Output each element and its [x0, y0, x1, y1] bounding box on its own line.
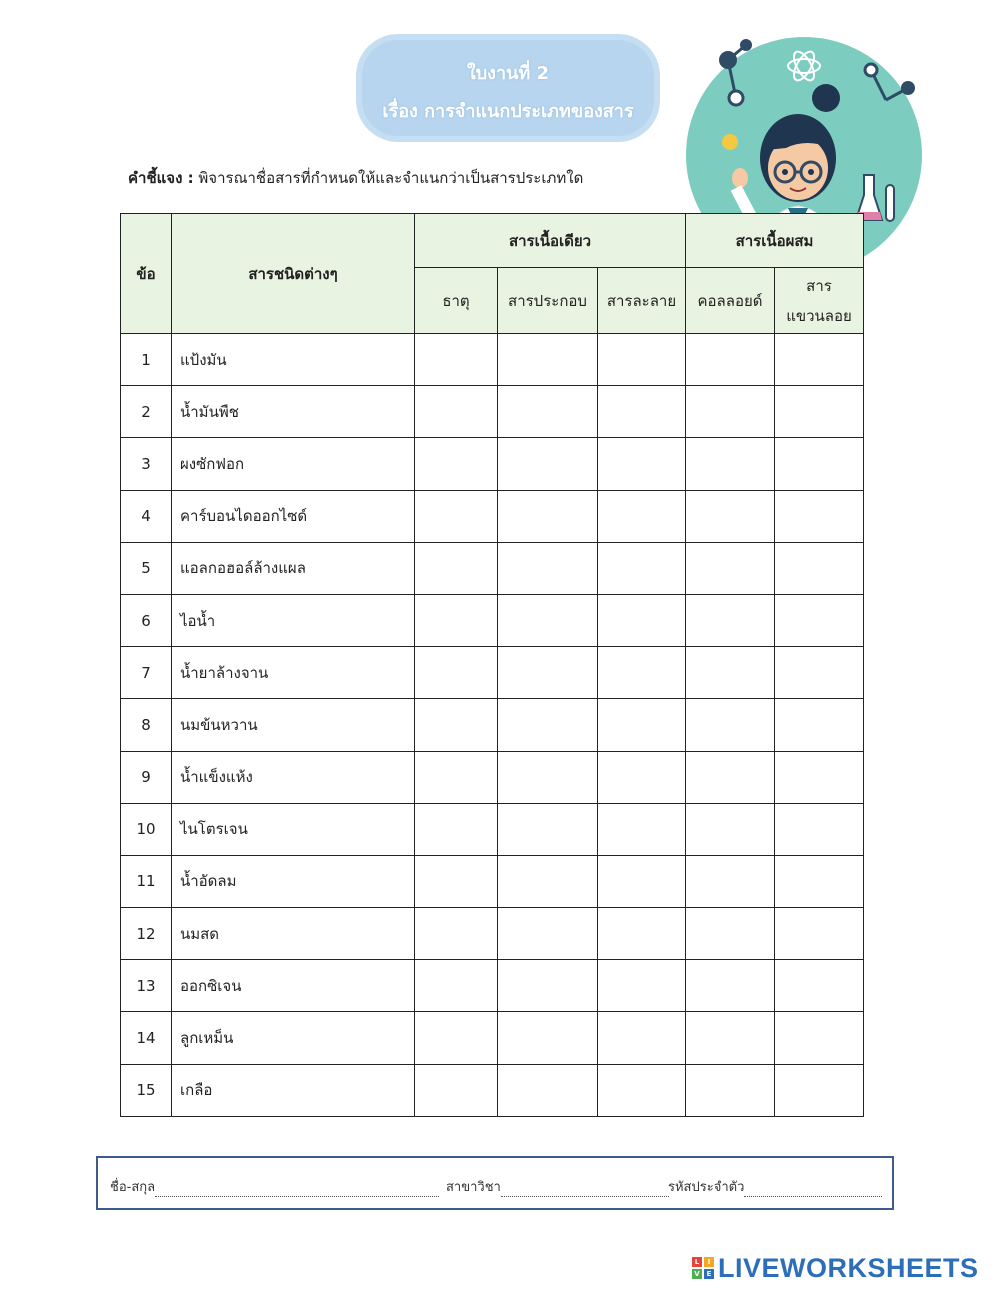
student-id-blank[interactable] [744, 1184, 882, 1197]
answer-cell-compound[interactable] [498, 542, 598, 594]
answer-cell-solution[interactable] [598, 751, 686, 803]
substance-name: ออกซิเจน [172, 960, 415, 1012]
answer-cell-solution[interactable] [598, 960, 686, 1012]
student-id-label: รหัสประจำตัว [668, 1180, 745, 1195]
major-field[interactable] [446, 1176, 669, 1197]
answer-cell-compound[interactable] [498, 960, 598, 1012]
col-header-element: ธาตุ [415, 268, 498, 334]
name-field[interactable] [110, 1176, 439, 1197]
row-number: 13 [121, 960, 172, 1012]
answer-cell-suspension[interactable] [775, 699, 864, 751]
table-row [121, 438, 864, 490]
answer-cell-compound[interactable] [498, 386, 598, 438]
student-info-box [96, 1156, 894, 1210]
answer-cell-colloid[interactable] [686, 855, 775, 907]
answer-cell-solution[interactable] [598, 594, 686, 646]
row-number: 1 [121, 334, 172, 386]
answer-cell-element[interactable] [415, 542, 498, 594]
substance-name: นมข้นหวาน [172, 699, 415, 751]
answer-cell-suspension[interactable] [775, 855, 864, 907]
major-label: สาขาวิชา [446, 1180, 501, 1195]
substance-name: ไอน้ำ [172, 594, 415, 646]
answer-cell-suspension[interactable] [775, 960, 864, 1012]
worksheet-topic: เรื่อง การจำแนกประเภทของสาร [382, 101, 634, 122]
substance-name: น้ำยาล้างจาน [172, 647, 415, 699]
substance-name: แป้งมัน [172, 334, 415, 386]
answer-cell-element[interactable] [415, 386, 498, 438]
group-header-homogeneous: สารเนื้อเดียว [415, 214, 686, 268]
table-row [121, 386, 864, 438]
row-number: 4 [121, 490, 172, 542]
answer-cell-element[interactable] [415, 699, 498, 751]
table-row [121, 751, 864, 803]
substance-name: ไนโตรเจน [172, 803, 415, 855]
answer-cell-suspension[interactable] [775, 490, 864, 542]
row-number: 7 [121, 647, 172, 699]
answer-cell-compound[interactable] [498, 594, 598, 646]
answer-cell-compound[interactable] [498, 1012, 598, 1064]
answer-cell-solution[interactable] [598, 1064, 686, 1116]
answer-cell-compound[interactable] [498, 803, 598, 855]
answer-cell-element[interactable] [415, 334, 498, 386]
answer-cell-colloid[interactable] [686, 908, 775, 960]
row-number: 15 [121, 1064, 172, 1116]
answer-cell-suspension[interactable] [775, 1012, 864, 1064]
answer-cell-solution[interactable] [598, 334, 686, 386]
answer-cell-suspension[interactable] [775, 908, 864, 960]
answer-cell-colloid[interactable] [686, 1012, 775, 1064]
answer-cell-colloid[interactable] [686, 334, 775, 386]
answer-cell-element[interactable] [415, 751, 498, 803]
answer-cell-colloid[interactable] [686, 542, 775, 594]
answer-cell-compound[interactable] [498, 751, 598, 803]
logo-mark-i: I [704, 1257, 714, 1267]
logo-mark-e: E [704, 1269, 714, 1279]
answer-cell-solution[interactable] [598, 803, 686, 855]
logo-mark-v: V [692, 1269, 702, 1279]
answer-cell-solution[interactable] [598, 542, 686, 594]
name-label: ชื่อ-สกุล [110, 1180, 156, 1195]
answer-cell-suspension[interactable] [775, 542, 864, 594]
answer-cell-colloid[interactable] [686, 594, 775, 646]
answer-cell-element[interactable] [415, 490, 498, 542]
instruction-body: พิจารณาชื่อสารที่กำหนดให้และจำแนกว่าเป็นสารประเภทใด [193, 169, 584, 187]
answer-cell-suspension[interactable] [775, 438, 864, 490]
substance-name: เกลือ [172, 1064, 415, 1116]
classification-table [120, 213, 864, 1117]
answer-cell-element[interactable] [415, 908, 498, 960]
answer-cell-colloid[interactable] [686, 751, 775, 803]
substance-name: นมสด [172, 908, 415, 960]
answer-cell-element[interactable] [415, 647, 498, 699]
answer-cell-suspension[interactable] [775, 751, 864, 803]
row-number: 9 [121, 751, 172, 803]
answer-cell-solution[interactable] [598, 386, 686, 438]
answer-cell-element[interactable] [415, 1012, 498, 1064]
table-row [121, 1012, 864, 1064]
col-header-colloid: คอลลอยด์ [686, 268, 775, 334]
answer-cell-colloid[interactable] [686, 438, 775, 490]
row-number: 3 [121, 438, 172, 490]
col-header-compound: สารประกอบ [498, 268, 598, 334]
answer-cell-solution[interactable] [598, 855, 686, 907]
answer-cell-colloid[interactable] [686, 960, 775, 1012]
table-row [121, 908, 864, 960]
answer-cell-colloid[interactable] [686, 386, 775, 438]
answer-cell-element[interactable] [415, 438, 498, 490]
row-number: 11 [121, 855, 172, 907]
col-header-suspension [775, 268, 864, 334]
answer-cell-element[interactable] [415, 594, 498, 646]
answer-cell-compound[interactable] [498, 490, 598, 542]
suspension-line-2: แขวนลอย [786, 306, 852, 325]
logo-mark-l: L [692, 1257, 702, 1267]
answer-cell-colloid[interactable] [686, 1064, 775, 1116]
answer-cell-compound[interactable] [498, 334, 598, 386]
substance-name: ผงซักฟอก [172, 438, 415, 490]
table-row [121, 699, 864, 751]
suspension-line-1: สาร [806, 276, 832, 295]
row-number: 6 [121, 594, 172, 646]
answer-cell-solution[interactable] [598, 438, 686, 490]
row-number: 2 [121, 386, 172, 438]
name-blank[interactable] [155, 1184, 439, 1197]
substance-name: น้ำแข็งแห้ง [172, 751, 415, 803]
answer-cell-colloid[interactable] [686, 647, 775, 699]
answer-cell-colloid[interactable] [686, 803, 775, 855]
liveworksheets-logo [692, 1252, 979, 1284]
row-number: 12 [121, 908, 172, 960]
answer-cell-compound[interactable] [498, 438, 598, 490]
answer-cell-compound[interactable] [498, 908, 598, 960]
substance-name: แอลกอฮอล์ล้างแผล [172, 542, 415, 594]
table-row [121, 594, 864, 646]
answer-cell-solution[interactable] [598, 647, 686, 699]
answer-cell-element[interactable] [415, 960, 498, 1012]
answer-cell-solution[interactable] [598, 490, 686, 542]
answer-cell-suspension[interactable] [775, 594, 864, 646]
logo-text: LIVEWORKSHEETS [718, 1252, 979, 1283]
answer-cell-suspension[interactable] [775, 803, 864, 855]
row-number: 8 [121, 699, 172, 751]
row-number: 5 [121, 542, 172, 594]
worksheet-number: ใบงานที่ 2 [466, 63, 550, 84]
row-number: 10 [121, 803, 172, 855]
major-blank[interactable] [501, 1184, 669, 1197]
table-row [121, 803, 864, 855]
answer-cell-compound[interactable] [498, 699, 598, 751]
table-row [121, 490, 864, 542]
substance-name: ลูกเหม็น [172, 1012, 415, 1064]
answer-cell-suspension[interactable] [775, 1064, 864, 1116]
instruction-label: คำชี้แจง : [128, 169, 194, 187]
title-banner [362, 40, 654, 136]
answer-cell-suspension[interactable] [775, 334, 864, 386]
substance-name: น้ำมันพืช [172, 386, 415, 438]
answer-cell-solution[interactable] [598, 699, 686, 751]
answer-cell-element[interactable] [415, 855, 498, 907]
table-row [121, 1064, 864, 1116]
table-row [121, 334, 864, 386]
answer-cell-colloid[interactable] [686, 490, 775, 542]
answer-cell-element[interactable] [415, 1064, 498, 1116]
answer-cell-compound[interactable] [498, 647, 598, 699]
col-header-substance: สารชนิดต่างๆ [172, 214, 415, 334]
col-header-solution: สารละลาย [598, 268, 686, 334]
answer-cell-colloid[interactable] [686, 699, 775, 751]
table-row [121, 960, 864, 1012]
substance-name: คาร์บอนไดออกไซด์ [172, 490, 415, 542]
instruction-text [128, 166, 583, 190]
answer-cell-solution[interactable] [598, 1012, 686, 1064]
logo-mark-icon [692, 1257, 714, 1279]
answer-cell-compound[interactable] [498, 855, 598, 907]
table-row [121, 542, 864, 594]
answer-cell-suspension[interactable] [775, 647, 864, 699]
answer-cell-suspension[interactable] [775, 386, 864, 438]
group-header-heterogeneous: สารเนื้อผสม [686, 214, 864, 268]
table-row [121, 855, 864, 907]
row-number: 14 [121, 1012, 172, 1064]
answer-cell-solution[interactable] [598, 908, 686, 960]
student-id-field[interactable] [668, 1176, 882, 1197]
answer-cell-element[interactable] [415, 803, 498, 855]
answer-cell-compound[interactable] [498, 1064, 598, 1116]
col-header-number: ข้อ [121, 214, 172, 334]
table-row [121, 647, 864, 699]
substance-name: น้ำอัดลม [172, 855, 415, 907]
